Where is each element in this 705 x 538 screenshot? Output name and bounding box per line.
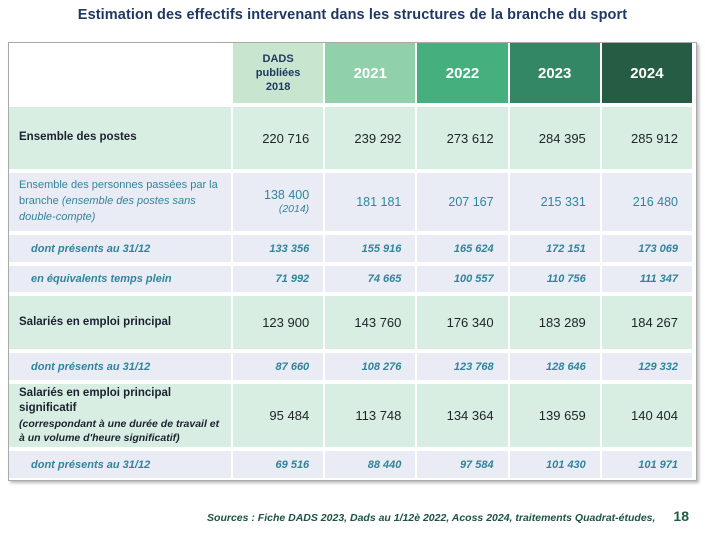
column-header-2022: 2022 (417, 43, 507, 103)
row-label-main: Salariés en emploi principal significatif (19, 386, 172, 415)
value-note: (2014) (278, 203, 310, 216)
value-with-note (264, 187, 309, 217)
value-cell: 88 440 (325, 451, 415, 478)
header-empty-cell (9, 43, 231, 103)
value-cell: 110 756 (510, 266, 600, 292)
value-number: 138 400 (264, 188, 310, 203)
page-title: Estimation des effectifs intervenant dans les structures de la branche du sport (77, 7, 628, 23)
value-cell: 215 331 (510, 173, 600, 231)
value-cell: 128 646 (510, 353, 600, 380)
value-cell: 133 356 (233, 235, 323, 262)
value-cell: 111 347 (602, 266, 692, 292)
value-cell: 181 181 (325, 173, 415, 231)
column-header-2021: 2021 (325, 43, 415, 103)
value-cell: 216 480 (602, 173, 692, 231)
value-cell: 139 659 (510, 384, 600, 447)
row-label (9, 384, 231, 447)
slide-footer (207, 508, 689, 524)
value-cell: 108 276 (325, 353, 415, 380)
row-label: dont présents au 31/12 (9, 235, 231, 262)
value-cell: 207 167 (417, 173, 507, 231)
effectifs-table (8, 42, 697, 481)
value-cell: 155 916 (325, 235, 415, 262)
row-label: en équivalents temps plein (9, 266, 231, 292)
row-label-note: (correspondant à une durée de travail et à un volume d'heure significatif) (19, 417, 220, 445)
value-cell: 165 624 (417, 235, 507, 262)
value-cell: 220 716 (233, 107, 323, 169)
value-cell: 134 364 (417, 384, 507, 447)
page-number: 18 (673, 508, 689, 524)
value-cell: 176 340 (417, 296, 507, 349)
value-cell: 101 430 (510, 451, 600, 478)
value-cell: 74 665 (325, 266, 415, 292)
value-cell: 284 395 (510, 107, 600, 169)
value-cell: 123 768 (417, 353, 507, 380)
value-cell: 239 292 (325, 107, 415, 169)
value-cell: 87 660 (233, 353, 323, 380)
row-label (9, 173, 231, 231)
column-header-2024: 2024 (602, 43, 692, 103)
column-header-2023: 2023 (510, 43, 600, 103)
row-label-note: (ensemble des postes sans double-compte) (19, 195, 196, 223)
row-label: dont présents au 31/12 (9, 451, 231, 478)
value-cell: 123 900 (233, 296, 323, 349)
value-cell (233, 173, 323, 231)
value-cell: 173 069 (602, 235, 692, 262)
column-header-dads-2018 (233, 43, 323, 103)
row-label: Salariés en emploi principal (9, 296, 231, 349)
value-cell: 71 992 (233, 266, 323, 292)
value-cell: 95 484 (233, 384, 323, 447)
row-label-text (19, 386, 223, 445)
value-cell: 184 267 (602, 296, 692, 349)
value-cell: 129 332 (602, 353, 692, 380)
value-cell: 97 584 (417, 451, 507, 478)
value-cell: 113 748 (325, 384, 415, 447)
column-header-label: DADS publiées 2018 (255, 52, 301, 94)
value-cell: 100 557 (417, 266, 507, 292)
value-cell: 285 912 (602, 107, 692, 169)
row-label-main: Ensemble des personnes passées par la branche (19, 179, 218, 208)
value-cell: 143 760 (325, 296, 415, 349)
value-cell: 140 404 (602, 384, 692, 447)
table-grid (9, 43, 692, 478)
row-label: dont présents au 31/12 (9, 353, 231, 380)
value-cell: 183 289 (510, 296, 600, 349)
row-label-text (19, 178, 223, 226)
value-cell: 172 151 (510, 235, 600, 262)
row-label: Ensemble des postes (9, 107, 231, 169)
value-cell: 273 612 (417, 107, 507, 169)
value-cell: 69 516 (233, 451, 323, 478)
value-cell: 101 971 (602, 451, 692, 478)
sources-text: Sources : Fiche DADS 2023, Dads au 1/12è 2022, Acoss 2024, traitements Quadrat-études, (207, 512, 656, 524)
